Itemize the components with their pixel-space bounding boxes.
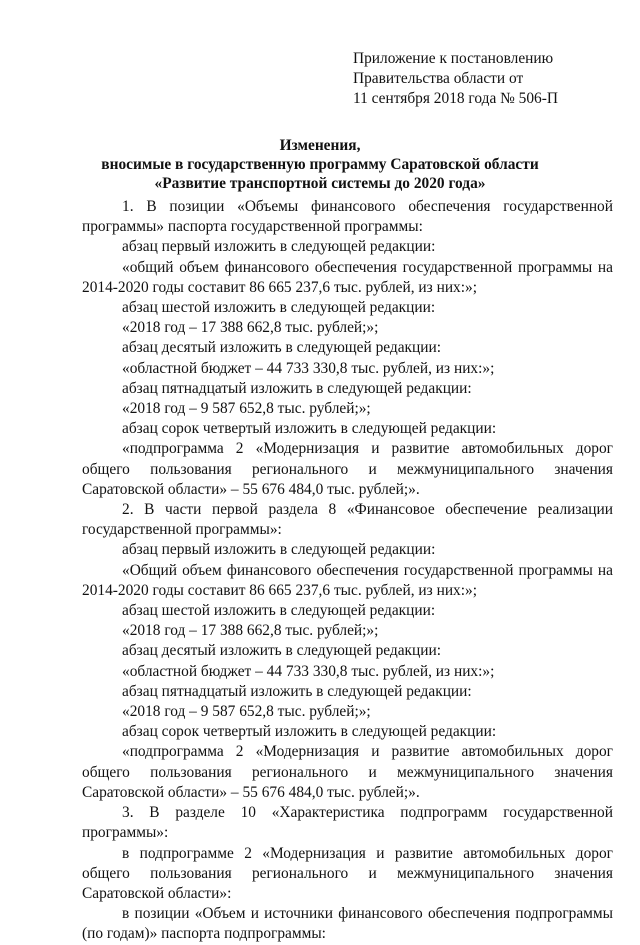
paragraph: «подпрограмма 2 «Модернизация и развитие автомобильных дорог общего пользования регионального и межмуниципального значения Саратовской области» – 55 676 484,0 тыс. рублей;». bbox=[82, 440, 613, 498]
paragraph: 2. В части первой раздела 8 «Финансовое обеспечение реализации государственной программы»: bbox=[82, 501, 613, 539]
document-title bbox=[80, 136, 560, 193]
title-line-3: «Развитие транспортной системы до 2020 года» bbox=[154, 175, 486, 192]
paragraph: абзац пятнадцатый изложить в следующей редакции: bbox=[122, 379, 472, 397]
paragraph: «2018 год – 9 587 652,8 тыс. рублей;»; bbox=[122, 703, 371, 721]
header-line-2: Правительства области от bbox=[353, 70, 524, 87]
paragraph: «Общий объем финансового обеспечения государственной программы на 2014-2020 годы составит 86 665 237,6 тыс. рублей, из них:»; bbox=[82, 561, 613, 599]
paragraph: 1. В позиции «Объемы финансового обеспечения государственной программы» паспорта государственной программы: bbox=[82, 198, 613, 236]
approval-header bbox=[353, 49, 558, 109]
paragraph: «общий объем финансового обеспечения государственной программы на 2014-2020 годы составит 86 665 237,6 тыс. рублей, из них:»; bbox=[82, 258, 613, 296]
document-body bbox=[82, 197, 613, 945]
title-line-2: вносимые в государственную программу Саратовской области bbox=[101, 156, 539, 173]
paragraph: абзац сорок четвертый изложить в следующей редакции: bbox=[122, 420, 497, 438]
paragraph: абзац шестой изложить в следующей редакции: bbox=[122, 299, 436, 317]
paragraph: 3. В разделе 10 «Характеристика подпрограмм государственной программы»: bbox=[82, 804, 613, 842]
paragraph: абзац сорок четвертый изложить в следующей редакции: bbox=[122, 723, 497, 741]
paragraph: в позиции «Объем и источники финансового обеспечения подпрограммы (по годам)» паспорта подпрограммы: bbox=[82, 905, 613, 943]
paragraph: абзац десятый изложить в следующей редакции: bbox=[122, 642, 442, 660]
paragraph: абзац пятнадцатый изложить в следующей редакции: bbox=[122, 682, 472, 700]
paragraph: «областной бюджет – 44 733 330,8 тыс. рублей, из них:»; bbox=[122, 359, 495, 377]
paragraph: в подпрограмме 2 «Модернизация и развитие автомобильных дорог общего пользования регионального и межмуниципального значения Саратовской области»: bbox=[82, 844, 613, 902]
paragraph: «2018 год – 9 587 652,8 тыс. рублей;»; bbox=[122, 400, 371, 418]
paragraph: «2018 год – 17 388 662,8 тыс. рублей;»; bbox=[122, 622, 379, 640]
header-line-1: Приложение к постановлению bbox=[353, 50, 554, 67]
paragraph: абзац десятый изложить в следующей редакции: bbox=[122, 339, 442, 357]
paragraph: абзац шестой изложить в следующей редакции: bbox=[122, 602, 436, 620]
header-line-3: 11 сентября 2018 года № 506-П bbox=[353, 90, 558, 107]
paragraph: «областной бюджет – 44 733 330,8 тыс. рублей, из них:»; bbox=[122, 662, 495, 680]
title-line-1: Изменения, bbox=[279, 137, 361, 154]
paragraph: абзац первый изложить в следующей редакции: bbox=[122, 541, 436, 559]
paragraph: «2018 год – 17 388 662,8 тыс. рублей;»; bbox=[122, 319, 379, 337]
paragraph: абзац первый изложить в следующей редакции: bbox=[122, 238, 436, 256]
paragraph: «подпрограмма 2 «Модернизация и развитие автомобильных дорог общего пользования регионального и межмуниципального значения Саратовской области» – 55 676 484,0 тыс. рублей;». bbox=[82, 743, 613, 801]
